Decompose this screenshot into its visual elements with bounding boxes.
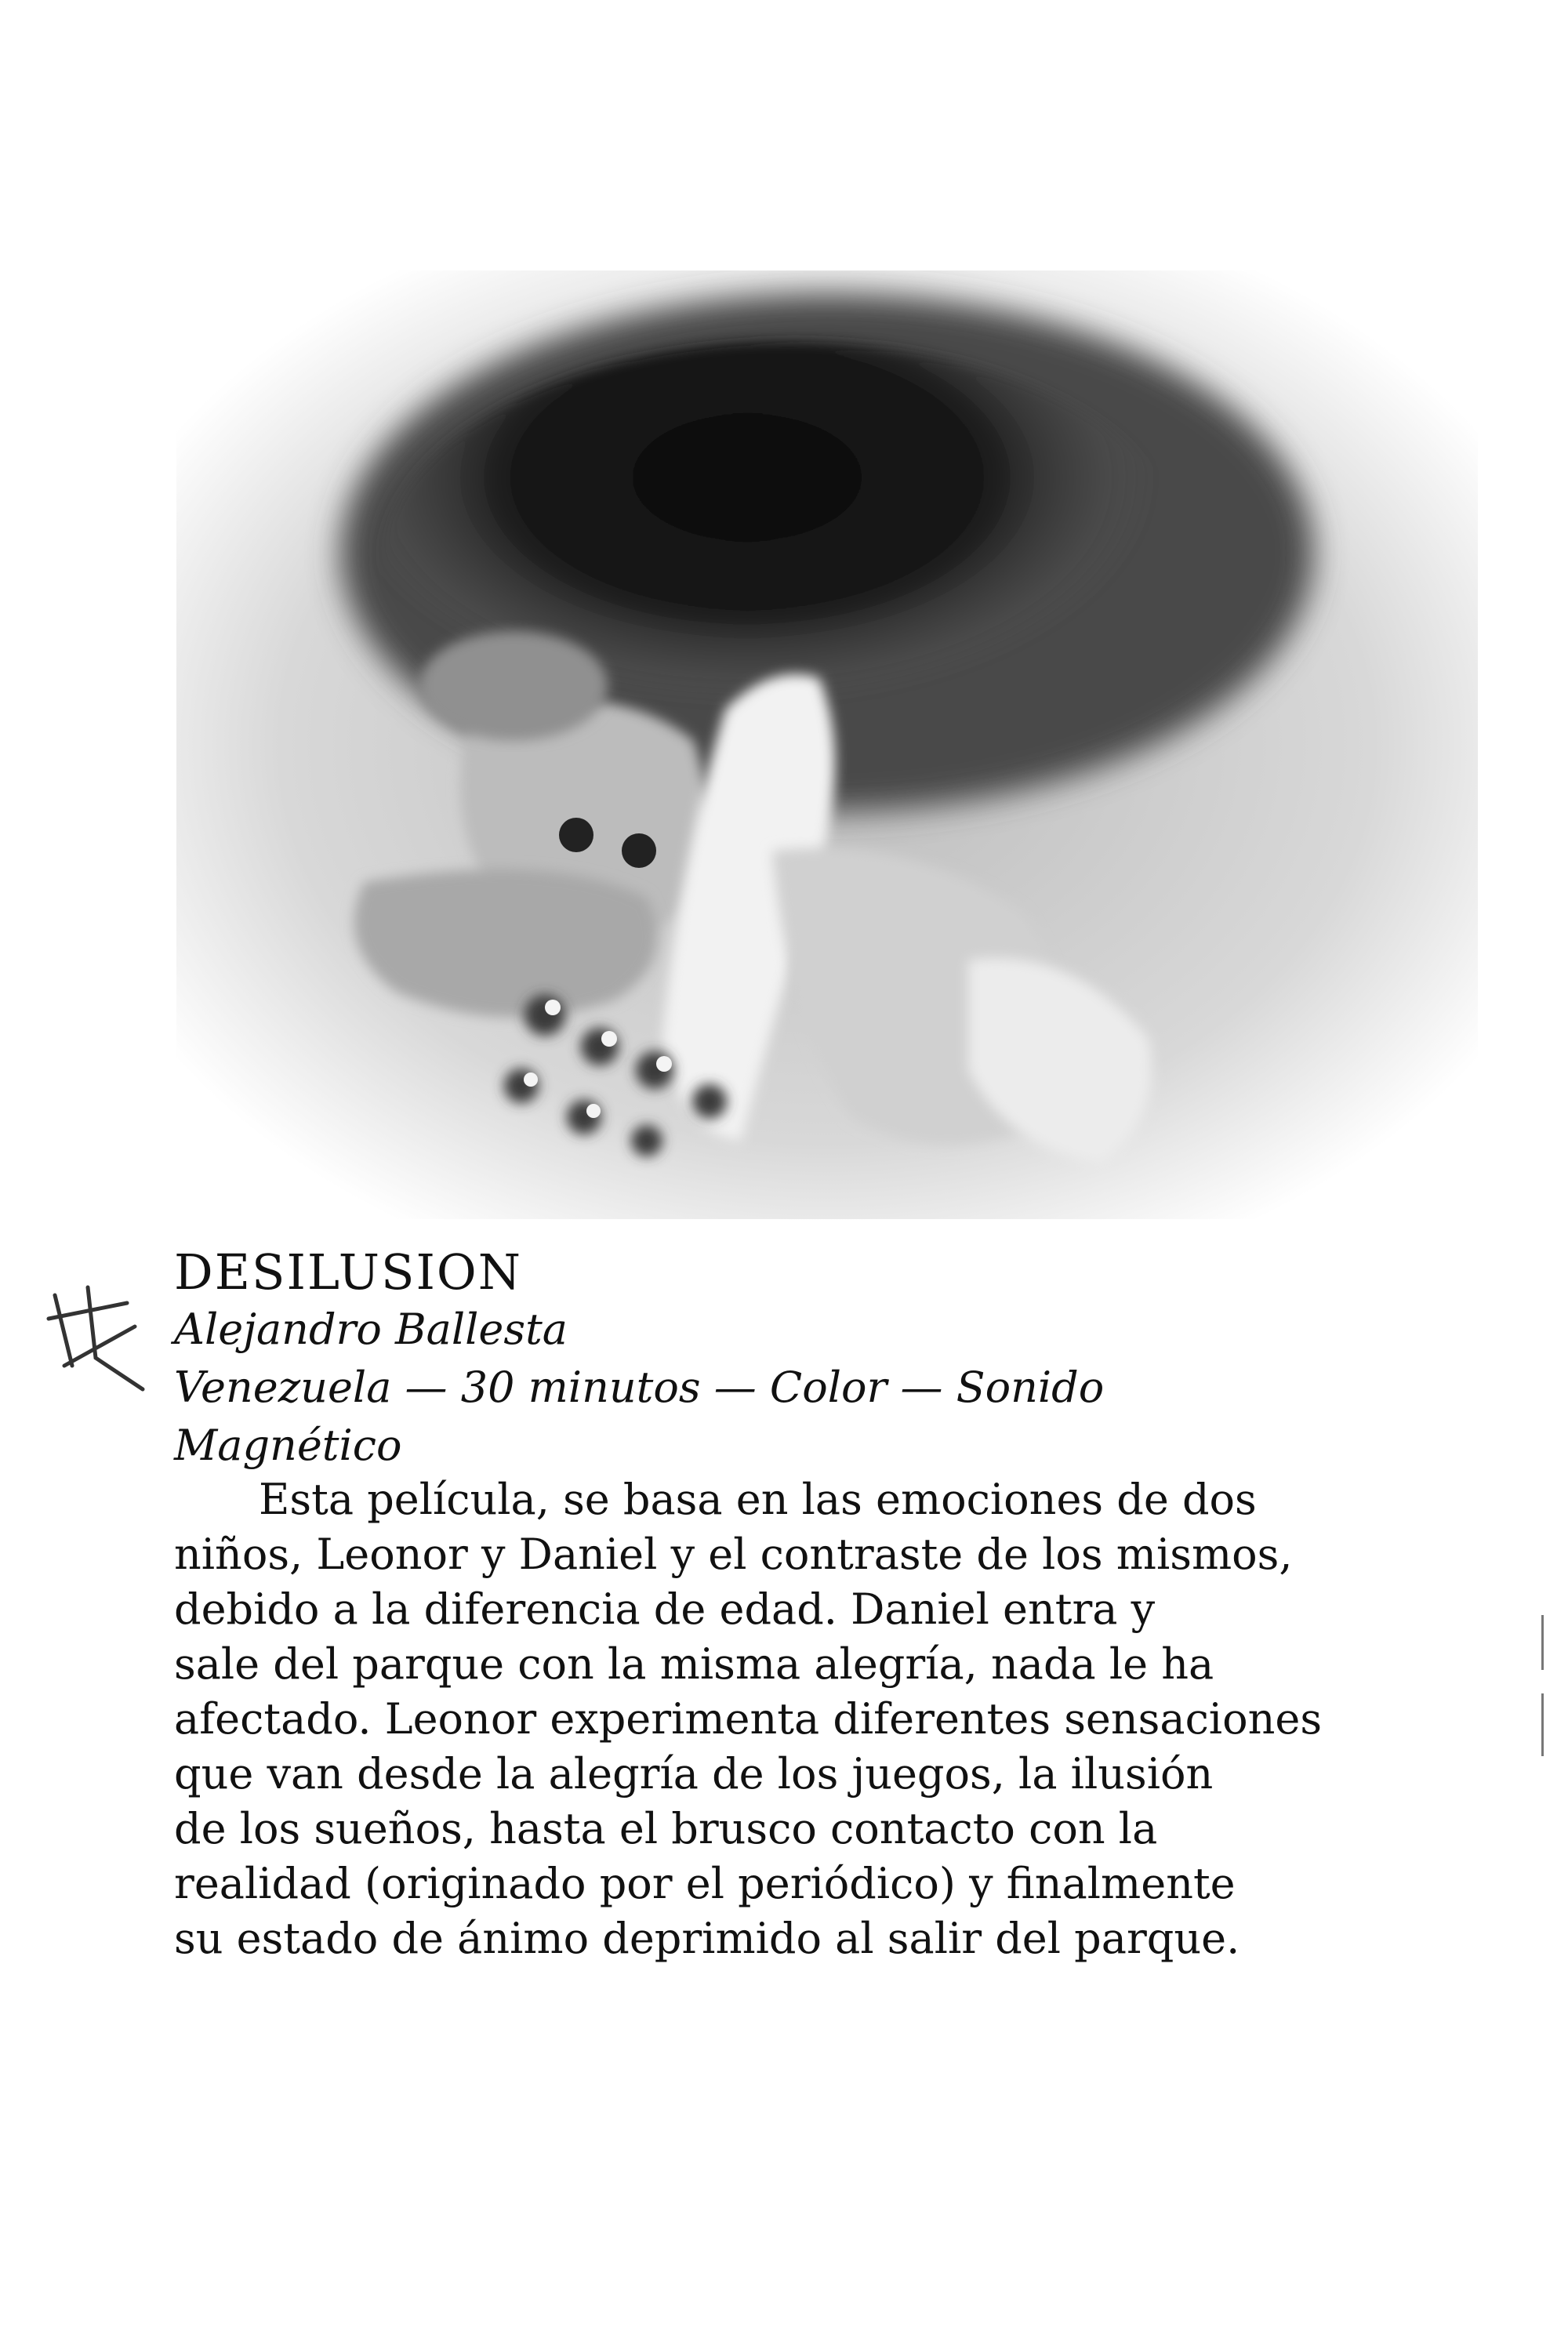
- film-still-photo: [176, 270, 1478, 1219]
- synopsis-line: realidad (originado por el periódico) y finalmente: [174, 1859, 1236, 1908]
- synopsis-line: que van desde la alegría de los juegos, la ilusión: [174, 1749, 1214, 1798]
- film-details: Venezuela — 30 minutos — Color — Sonido: [174, 1363, 1105, 1412]
- margin-scan-mark: [1541, 1615, 1544, 1670]
- synopsis-line: afectado. Leonor experimenta diferentes sensaciones: [174, 1694, 1323, 1744]
- synopsis-line: niños, Leonor y Daniel y el contraste de los mismos,: [174, 1530, 1293, 1579]
- film-details-continued: Magnético: [174, 1421, 402, 1470]
- synopsis-line: Esta película, se basa en las emociones de dos: [259, 1475, 1257, 1524]
- synopsis-line: sale del parque con la misma alegría, nada le ha: [174, 1639, 1214, 1689]
- film-title: DESILUSION: [174, 1243, 523, 1301]
- synopsis-line: su estado de ánimo deprimido al salir del parque.: [174, 1914, 1240, 1963]
- director-credit: Alejandro Ballesta: [174, 1305, 568, 1354]
- handwritten-star-mark: [41, 1272, 151, 1397]
- synopsis-paragraph: [174, 1472, 1475, 1966]
- synopsis-line: de los sueños, hasta el brusco contacto con la: [174, 1804, 1158, 1853]
- margin-scan-mark: [1541, 1693, 1544, 1756]
- synopsis-line: debido a la diferencia de edad. Daniel entra y: [174, 1584, 1156, 1634]
